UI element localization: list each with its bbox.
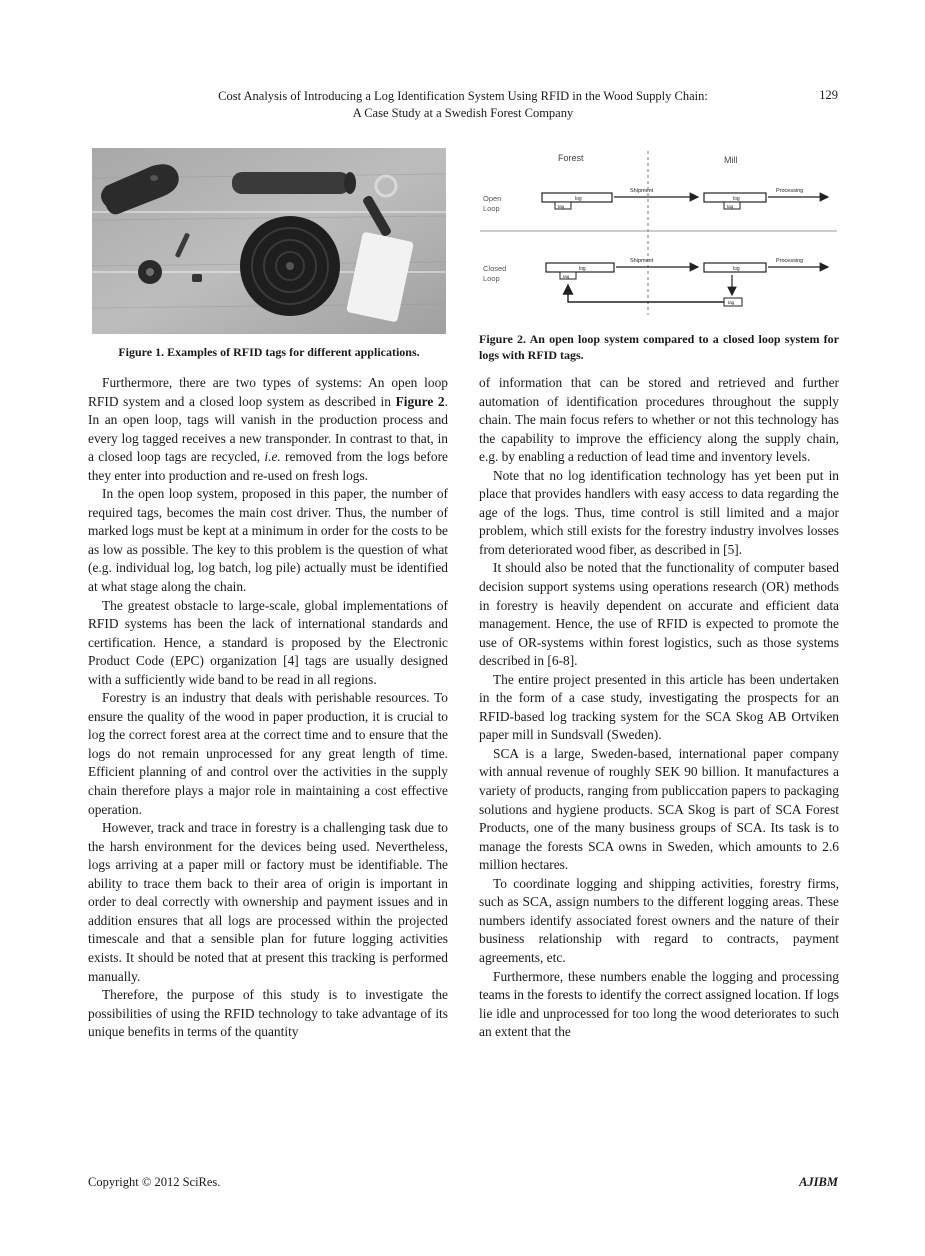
right-paragraph-7: Furthermore, these numbers enable the logging and processing teams in the forests to identify the correct assigned location. If logs lie idle and unprocessed for too long the wood deteriorates to such an extent that the xyxy=(479,968,839,1040)
figure2-reference: Figure 2 xyxy=(395,393,445,409)
open-loop-label-line1: Open xyxy=(483,194,502,203)
closed-loop-label-line1: Closed xyxy=(483,264,507,273)
running-title xyxy=(88,88,838,122)
page-footer xyxy=(88,1175,838,1190)
closed-forest-tag-label: tag xyxy=(563,274,570,279)
open-forest-tag-label: tag xyxy=(558,204,565,209)
open-loop-label-line2: Loop xyxy=(483,204,500,213)
left-column xyxy=(88,374,448,1042)
open-mill-tag-label: tag xyxy=(727,204,734,209)
closed-loop-label-line2: Loop xyxy=(483,274,500,283)
left-p1-text-a: Furthermore, there are two types of systems: An open loop RFID system and a closed loop system as described in xyxy=(88,375,448,409)
figure2-caption: Figure 2. An open loop system compared to a closed loop system for logs with RFID tags. xyxy=(479,332,839,362)
left-paragraph-2: In the open loop system, proposed in this paper, the number of required tags, becomes the main cost driver. Thus, the number of marked logs must be kept at a minimum in order for the costs to be as low as possible. The key to this problem is the question of what (e.g. individual log, log batch, log pile) actually must be identified at what stage along the chain. xyxy=(88,486,448,595)
right-paragraph-6: To coordinate logging and shipping activities, forestry firms, such as SCA, assign numbers to the different logging areas. These numbers identify associated forest owners and the nature of their business relationship with regard to contracts, payment agreements, etc. xyxy=(479,875,839,965)
open-shipment-label: Shipment xyxy=(630,188,654,194)
running-header xyxy=(88,88,838,122)
right-paragraph-1: of information that can be stored and retrieved and further automation of identification procedures throughout the supply chain. The main focus refers to whether or not this technology has the capability to improve the efficiency along the supply chain, e.g. by enabling a reduction of lead time and inventory levels. xyxy=(479,375,839,465)
closed-processing-label: Processing xyxy=(776,258,804,264)
page-number: 129 xyxy=(819,88,838,102)
figure1-photo xyxy=(92,148,446,334)
left-paragraph-1 xyxy=(88,374,448,485)
loop-diagram-svg xyxy=(480,145,837,320)
figure2-diagram xyxy=(480,145,837,320)
left-paragraph-3: The greatest obstacle to large-scale, global implementations of RFID systems has been the lack of international standards and certification. Hence, a standard is proposed by the Electronic Product Code (EPC) organization [4] tags are usually designed with a sufficiently wide band to be read in all regions. xyxy=(88,597,448,687)
open-forest-log-label: log xyxy=(575,196,582,202)
journal-abbreviation: AJIBM xyxy=(799,1175,838,1189)
right-column xyxy=(479,374,839,1042)
running-title-line1: Cost Analysis of Introducing a Log Identification System Using RFID in the Wood Supply Chain: xyxy=(218,89,708,103)
open-mill-log-label: log xyxy=(733,196,740,202)
right-paragraph-4: The entire project presented in this article has been undertaken in the form of a case study, investigating the prospects for an RFID-based log tracking system for the SCA Skog AB Ortviken paper mill in Sundsvall (Sweden). xyxy=(479,671,839,743)
open-processing-label: Processing xyxy=(776,188,804,194)
left-p1-ie: i.e. xyxy=(264,449,281,465)
copyright-notice: Copyright © 2012 SciRes. xyxy=(88,1175,221,1189)
closed-shipment-label: Shipment xyxy=(630,258,654,264)
running-title-line2: A Case Study at a Swedish Forest Company xyxy=(352,106,574,120)
closed-mill-tag-label: tag xyxy=(728,300,735,305)
mill-label: Mill xyxy=(724,155,738,165)
left-paragraph-4: Forestry is an industry that deals with perishable resources. To ensure the quality of the wood in paper production, it is crucial to log the correct forest area at the correct time and to ensure that the logs do not remain unprocessed for any great length of time. Efficient planning of and control over the activities in the supply chain therefore plays a major role in maintaining a cost effective operation. xyxy=(88,690,448,817)
left-paragraph-5: However, track and trace in forestry is a challenging task due to the harsh environment for the devices being used. Nevertheless, logs arriving at a paper mill or factory must be identifiable. The ability to trace them back to their area of origin is important in order to deal correctly with ownership and payment issues and in addition ensures that all logs are processed within the projected timescale and that a sensible plan for future logging activities exists. It should be noted that at present this tracking is performed manually. xyxy=(88,820,448,984)
left-paragraph-6: Therefore, the purpose of this study is to investigate the possibilities of using the RFID technology to take advantage of its unique benefits in terms of the quantity xyxy=(88,987,448,1040)
forest-label: Forest xyxy=(558,153,584,163)
tag-recycle-arrow xyxy=(568,285,724,302)
closed-mill-log-label: log xyxy=(733,266,740,272)
right-paragraph-5: SCA is a large, Sweden-based, international paper company with annual revenue of roughly SEK 90 billion. It manufactures a variety of products, ranging from publiccation papers to packaging solutions and hygiene products. SCA Skog is part of SCA Forest Products, one of the many business groups of SCA. Its task is to manage the forests SCA owns in Sweden, which amounts to 2.6 million hectares. xyxy=(479,745,839,873)
left-p1-text-c: removed from the logs before they enter into production and re-used on fresh logs. xyxy=(88,449,448,483)
closed-forest-log-label: log xyxy=(579,266,586,272)
right-paragraph-3: It should also be noted that the functionality of computer based decision support systems using operations research (OR) methods in forestry is heavily dependent on accurate and efficient data management. Hence, the use of RFID is expected to promote the use of OR-systems within forest logistics, such as those systems described in [6-8]. xyxy=(479,560,839,669)
figure1-caption: Figure 1. Examples of RFID tags for different applications. xyxy=(118,345,420,359)
right-paragraph-2: Note that no log identification technology has yet been put in place that provides handlers with easy access to data regarding the age of the logs. Thus, time control is still limited and a major problem, which still exists for the forestry industry involves losses from deteriorated wood fiber, as described in [5]. xyxy=(479,467,839,557)
rfid-tags-photo-illustration xyxy=(92,148,446,334)
left-p1-text-b: . In an open loop, tags will vanish in the production process and every log tagged receives a new transponder. In contrast to that, in a closed loop tags are recycled, xyxy=(88,393,448,465)
